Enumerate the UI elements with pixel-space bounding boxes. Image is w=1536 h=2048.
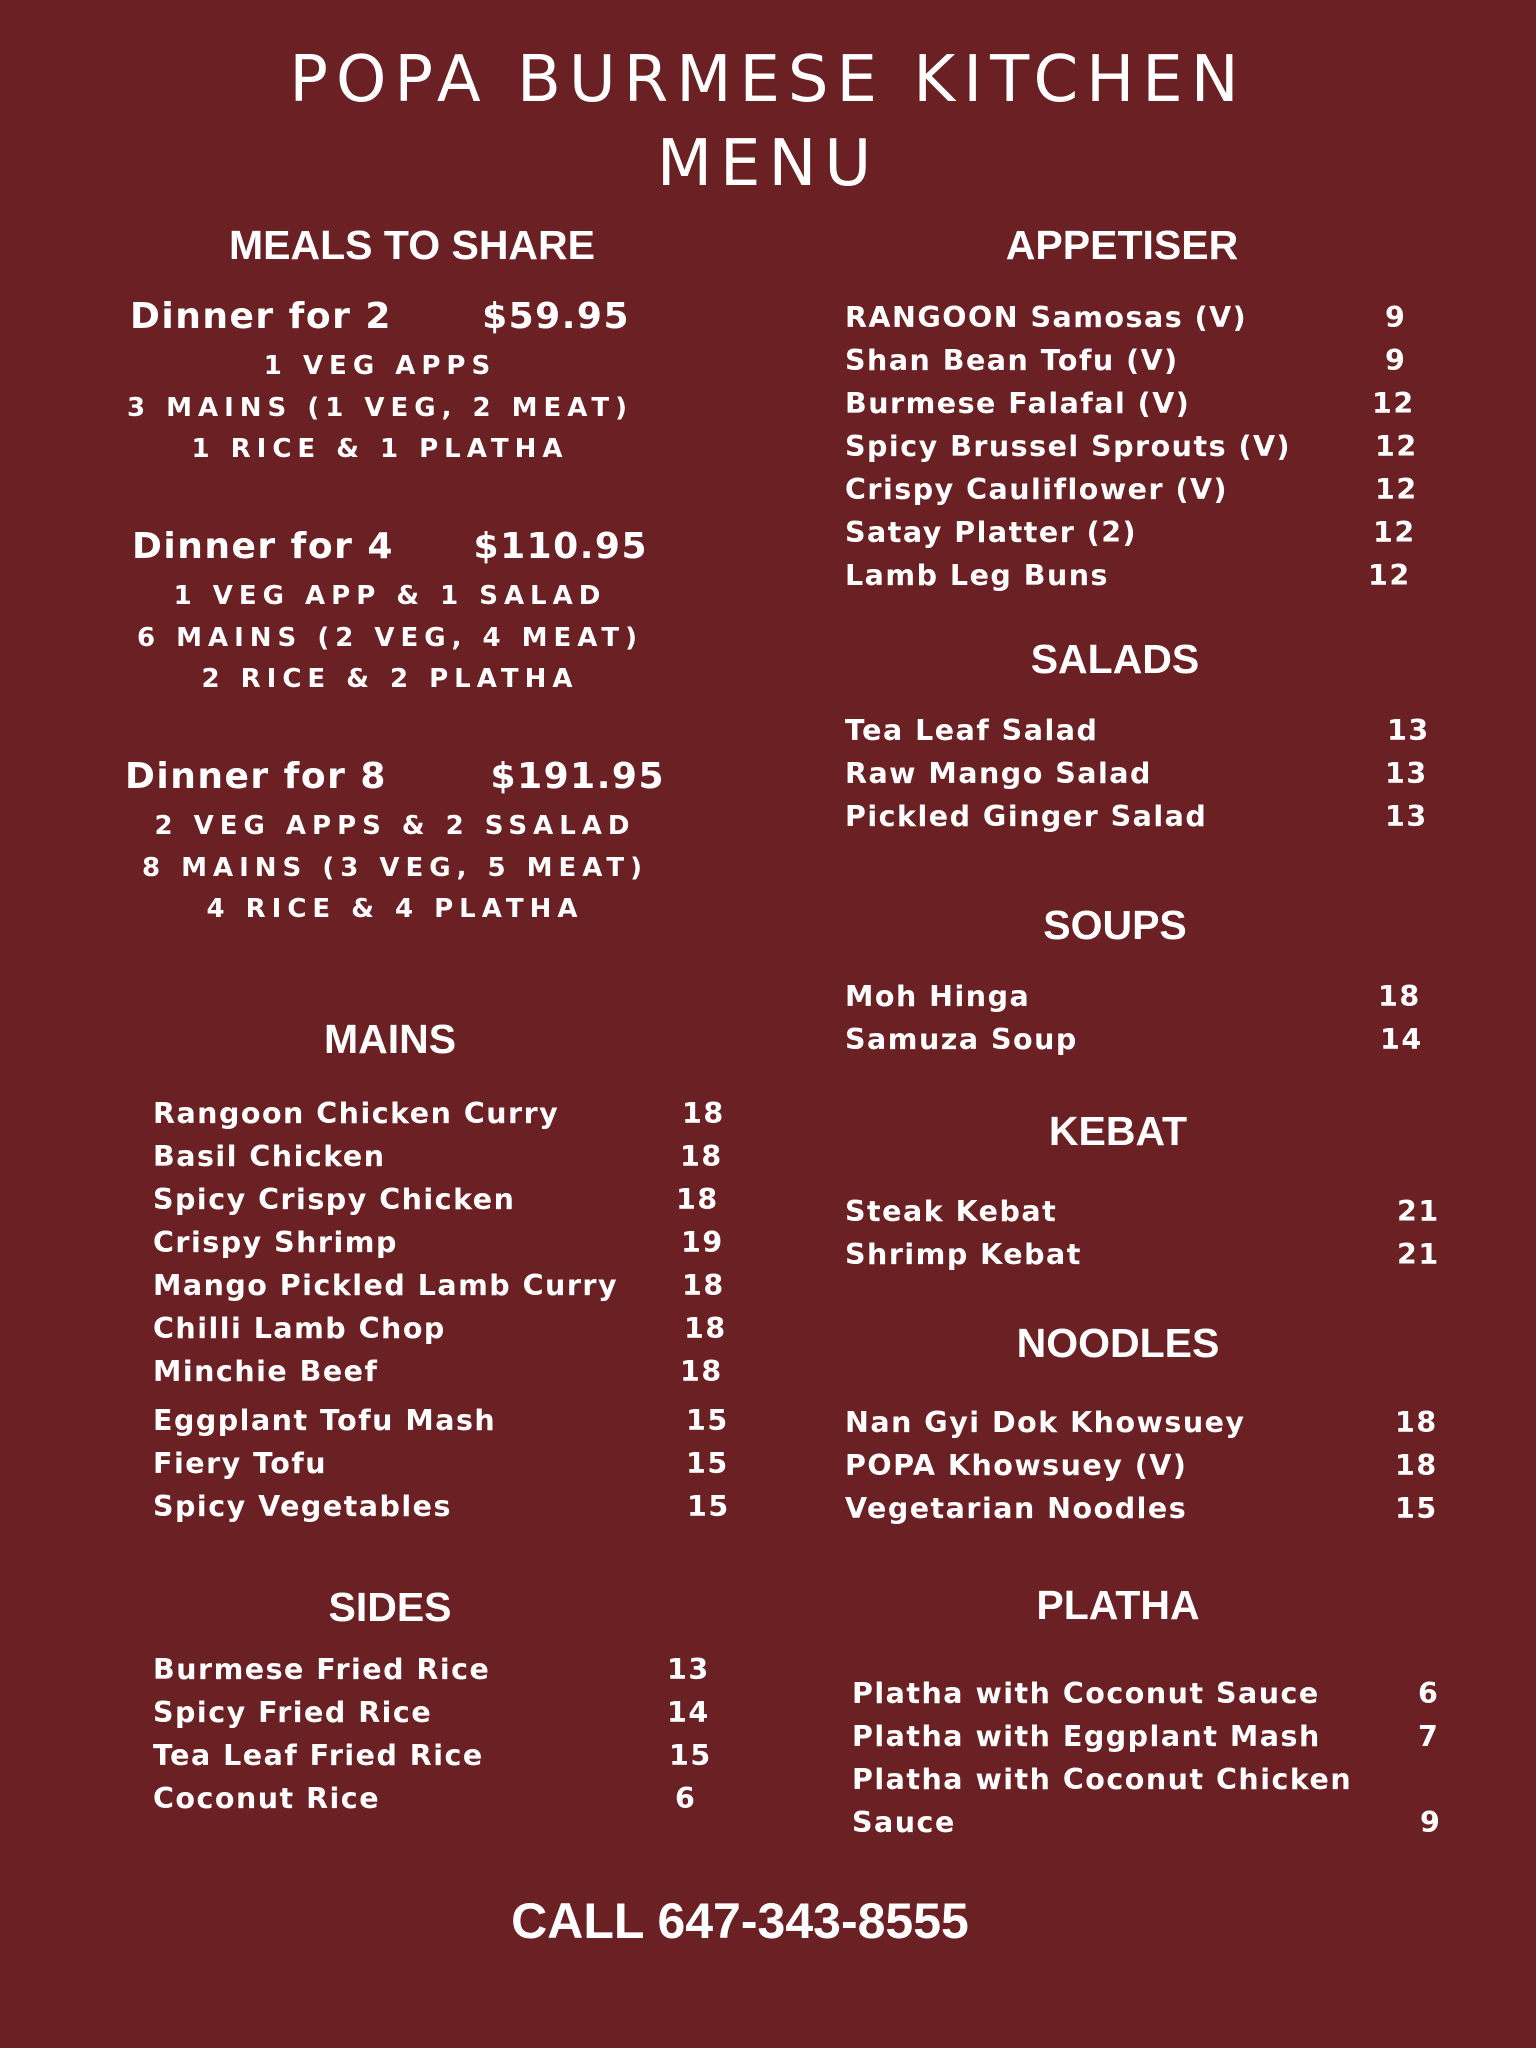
item-price: 21: [1397, 1195, 1440, 1228]
mains-heading: MAINS: [323, 1016, 457, 1062]
item-price: 19: [681, 1226, 724, 1259]
soups-heading: SOUPS: [1043, 902, 1187, 948]
list-item: [153, 1734, 733, 1777]
item-price: 15: [669, 1739, 712, 1772]
mains-list: [153, 1092, 733, 1528]
deal-dinner-for-8: [120, 756, 670, 931]
item-name: Nan Gyi Dok Khowsuey: [845, 1406, 1246, 1439]
item-name: Lamb Leg Buns: [845, 559, 1109, 592]
item-name: Vegetarian Noodles: [845, 1492, 1188, 1525]
list-item: [845, 709, 1445, 752]
list-item: [845, 1444, 1445, 1487]
item-name: Raw Mango Salad: [845, 757, 1152, 790]
list-item: [845, 1233, 1445, 1276]
item-price: 18: [1378, 980, 1421, 1013]
item-name: Spicy Brussel Sprouts (V): [845, 430, 1292, 463]
noodles-heading: NOODLES: [1016, 1320, 1220, 1366]
item-name: Coconut Rice: [153, 1782, 381, 1815]
item-price: 15: [686, 1404, 729, 1437]
item-name: Steak Kebat: [845, 1195, 1058, 1228]
list-item: [845, 975, 1445, 1018]
kebat-heading: KEBAT: [1048, 1108, 1188, 1154]
deal-dinner-for-2: [110, 296, 650, 471]
item-price: 18: [682, 1097, 725, 1130]
deal-name: Dinner for 4: [132, 526, 394, 567]
call-phone-number[interactable]: CALL 647-343-8555: [511, 1893, 969, 1949]
item-name: Chilli Lamb Chop: [153, 1312, 446, 1345]
deal-line: 6 MAINS (2 VEG, 4 MEAT): [136, 622, 644, 653]
item-name: Eggplant Tofu Mash: [153, 1404, 497, 1437]
salads-list: [845, 709, 1445, 838]
item-name: Rangoon Chicken Curry: [153, 1097, 560, 1130]
deal-dinner-for-4: [115, 526, 665, 701]
list-item: [852, 1672, 1452, 1715]
item-name: Burmese Falafal (V): [845, 387, 1191, 420]
sides-heading: SIDES: [328, 1584, 452, 1630]
item-price: 15: [687, 1490, 730, 1523]
item-name: Fiery Tofu: [153, 1447, 328, 1480]
item-price: 18: [680, 1355, 723, 1388]
item-name: Shrimp Kebat: [845, 1238, 1082, 1271]
item-price: 14: [1380, 1023, 1423, 1056]
list-item: [153, 1485, 733, 1528]
item-price: 6: [675, 1782, 697, 1815]
list-item: [852, 1715, 1452, 1758]
deal-price: $110.95: [473, 526, 648, 567]
item-price: 13: [667, 1653, 710, 1686]
list-item: [845, 1018, 1445, 1061]
noodles-list: [845, 1401, 1445, 1530]
item-name: Satay Platter (2): [845, 516, 1138, 549]
deal-name: Dinner for 8: [125, 756, 387, 797]
list-item: [845, 382, 1445, 425]
item-price: 12: [1375, 473, 1418, 506]
restaurant-name: POPA BURMESE KITCHEN: [289, 43, 1247, 117]
list-item: [153, 1264, 733, 1307]
item-name: Burmese Fried Rice: [153, 1653, 491, 1686]
list-item: [845, 468, 1445, 511]
list-item: [153, 1221, 733, 1264]
item-price: 13: [1385, 757, 1428, 790]
item-name: Crispy Shrimp: [153, 1226, 398, 1259]
item-name: Platha with Coconut Chicken: [852, 1763, 1353, 1796]
item-name: Minchie Beef: [153, 1355, 379, 1388]
deal-line: 1 RICE & 1 PLATHA: [191, 434, 569, 464]
item-price: 9: [1420, 1806, 1442, 1839]
item-name: Pickled Ginger Salad: [845, 800, 1208, 833]
item-price: 7: [1418, 1720, 1440, 1753]
deal-line: 2 VEG APPS & 2 SSALAD: [154, 811, 636, 841]
list-item: [845, 1401, 1445, 1444]
list-item-continued: [852, 1801, 1452, 1844]
list-item: [845, 425, 1445, 468]
list-item: [845, 511, 1445, 554]
item-name: Spicy Crispy Chicken: [153, 1183, 516, 1216]
list-item: [845, 554, 1445, 597]
item-name: Mango Pickled Lamb Curry: [153, 1269, 619, 1302]
item-price: 12: [1375, 430, 1418, 463]
kebat-list: [845, 1190, 1445, 1276]
item-name: RANGOON Samosas (V): [845, 301, 1248, 334]
deal-price: $59.95: [482, 296, 630, 337]
item-name: Sauce: [852, 1806, 956, 1839]
item-price: 12: [1373, 516, 1416, 549]
appetiser-list: [845, 296, 1445, 597]
list-item: [153, 1399, 733, 1442]
sides-list: [153, 1648, 733, 1820]
item-price: 18: [1395, 1406, 1438, 1439]
list-item: [845, 1190, 1445, 1233]
list-item: [153, 1648, 733, 1691]
list-item: [845, 752, 1445, 795]
item-price: 12: [1372, 387, 1415, 420]
item-name: POPA Khowsuey (V): [845, 1449, 1188, 1482]
item-price: 15: [1395, 1492, 1438, 1525]
item-price: 6: [1418, 1677, 1440, 1710]
item-name: Spicy Vegetables: [153, 1490, 452, 1523]
item-name: Basil Chicken: [153, 1140, 386, 1173]
meals-to-share-heading: MEALS TO SHARE: [229, 222, 595, 268]
item-price: 14: [667, 1696, 710, 1729]
list-item: [845, 795, 1445, 838]
item-price: 18: [676, 1183, 719, 1216]
list-item: [153, 1092, 733, 1135]
platha-list: [852, 1672, 1452, 1844]
soups-list: [845, 975, 1445, 1061]
list-item: [153, 1691, 733, 1734]
deal-line: 3 MAINS (1 VEG, 2 MEAT): [126, 392, 634, 423]
menu-title: [0, 38, 1536, 206]
menu-label: MENU: [656, 127, 880, 201]
list-item: [153, 1178, 733, 1221]
item-price: 18: [684, 1312, 727, 1345]
platha-heading: PLATHA: [1036, 1582, 1200, 1628]
item-price: 12: [1368, 559, 1411, 592]
item-name: Moh Hinga: [845, 980, 1031, 1013]
item-price: 13: [1385, 800, 1428, 833]
list-item: [845, 339, 1445, 382]
list-item: [153, 1777, 733, 1820]
list-item: [153, 1307, 733, 1350]
item-price: 13: [1387, 714, 1430, 747]
item-name: Platha with Coconut Sauce: [852, 1677, 1320, 1710]
deal-line: 1 VEG APPS: [263, 351, 497, 381]
appetiser-heading: APPETISER: [1005, 222, 1239, 268]
item-price: 21: [1397, 1238, 1440, 1271]
item-name: Spicy Fried Rice: [153, 1696, 433, 1729]
list-item: [153, 1442, 733, 1485]
list-item: [845, 296, 1445, 339]
deal-line: 2 RICE & 2 PLATHA: [201, 664, 579, 694]
item-price: 9: [1385, 344, 1407, 377]
list-item: [153, 1135, 733, 1178]
item-name: Shan Bean Tofu (V): [845, 344, 1179, 377]
item-price: 9: [1385, 301, 1407, 334]
item-name: Tea Leaf Salad: [845, 714, 1099, 747]
item-price: 18: [1395, 1449, 1438, 1482]
salads-heading: SALADS: [1030, 636, 1200, 682]
item-price: 18: [682, 1269, 725, 1302]
deal-name: Dinner for 2: [130, 296, 392, 337]
item-price: 15: [686, 1447, 729, 1480]
list-item: [153, 1350, 733, 1393]
item-name: Tea Leaf Fried Rice: [153, 1739, 484, 1772]
item-name: Crispy Cauliflower (V): [845, 473, 1229, 506]
item-name: Platha with Eggplant Mash: [852, 1720, 1321, 1753]
deal-line: 4 RICE & 4 PLATHA: [206, 894, 584, 924]
item-price: 18: [680, 1140, 723, 1173]
list-item: [845, 1487, 1445, 1530]
deal-line: 1 VEG APP & 1 SALAD: [173, 581, 607, 611]
list-item: [852, 1758, 1452, 1801]
deal-line: 8 MAINS (3 VEG, 5 MEAT): [141, 852, 649, 883]
deal-price: $191.95: [490, 756, 665, 797]
item-name: Samuza Soup: [845, 1023, 1078, 1056]
